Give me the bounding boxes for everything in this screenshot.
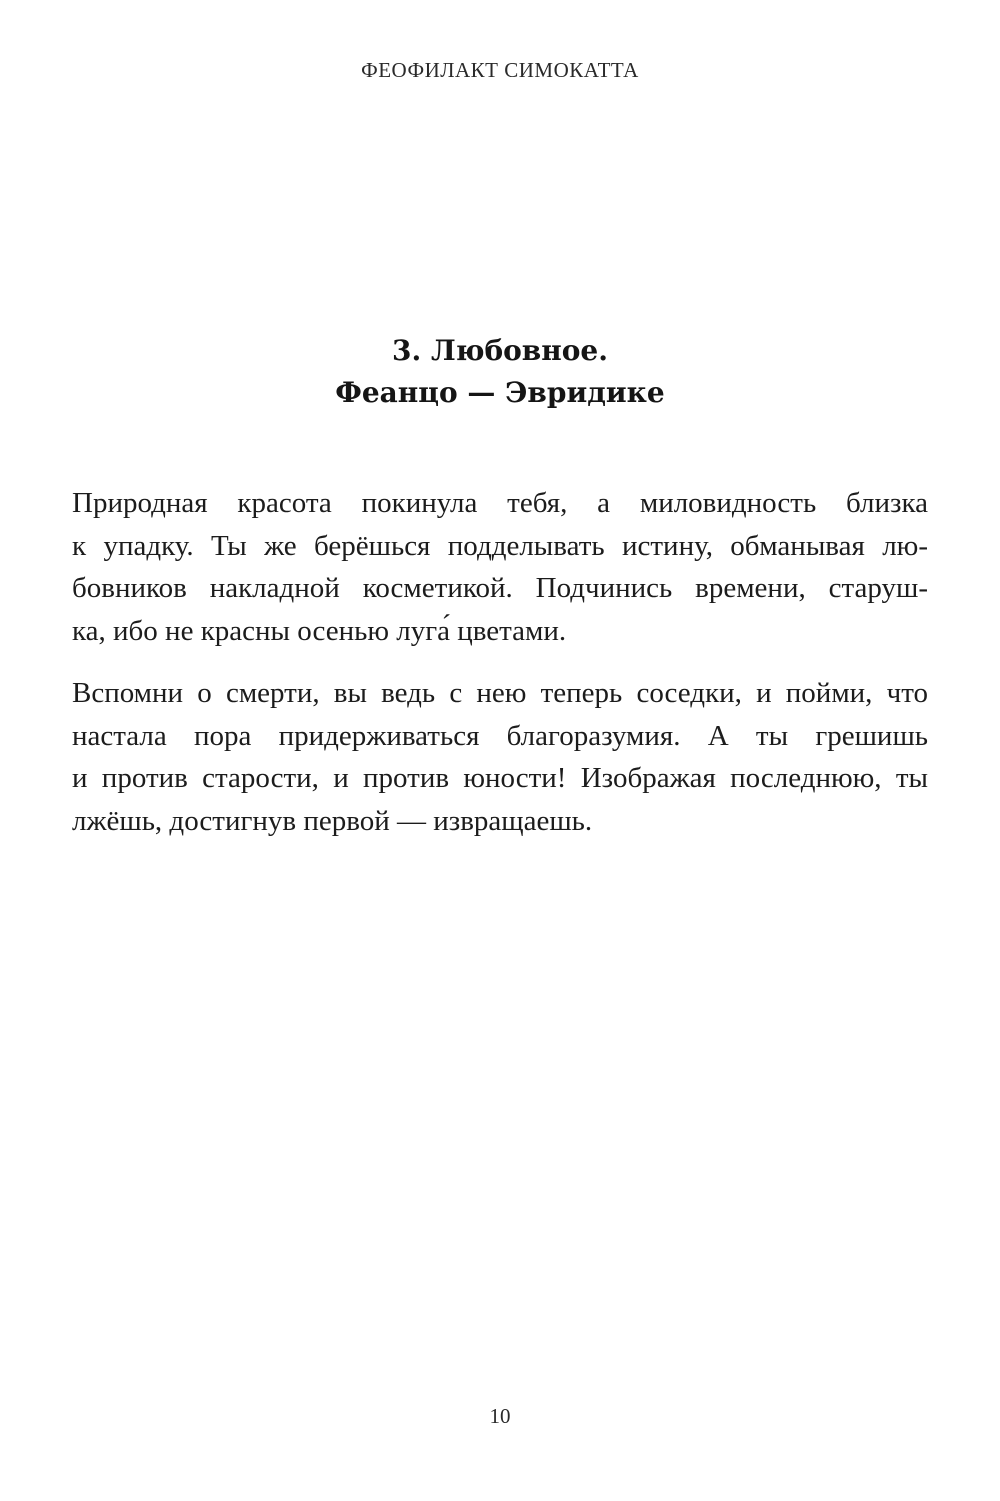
chapter-title (0, 330, 1000, 414)
paragraph-line: лжёшь, достигнув первой — извращаешь. (72, 804, 593, 837)
paragraph-line: Вспомни о смерти, вы ведь с нею теперь соседки, и пойми, что (72, 677, 928, 709)
page-number: 10 (489, 1404, 511, 1428)
paragraph-line: и против старости, и против юности! Изображая последнюю, ты (72, 762, 928, 794)
paragraph-2 (72, 672, 928, 842)
running-head: ФЕОФИЛАКТ СИМОКАТТА (361, 58, 639, 82)
paragraph-1 (72, 482, 928, 652)
paragraph-line: к упадку. Ты же берёшься подделывать истину, обманывая лю- (72, 529, 928, 562)
paragraph-line: Природная красота покинула тебя, а миловидность близка (72, 487, 928, 519)
paragraph-line: настала пора придерживаться благоразумия. А ты грешишь (72, 719, 928, 752)
chapter-title-line-1: 3. Любовное. (392, 334, 608, 367)
paragraph-line: бовников накладной косметикой. Подчинись времени, старуш- (72, 572, 928, 604)
paragraph-line: ка, ибо не красны осенью луга́ цветами. (72, 614, 567, 647)
chapter-title-line-2: Феанцо — Эвридике (335, 376, 665, 409)
